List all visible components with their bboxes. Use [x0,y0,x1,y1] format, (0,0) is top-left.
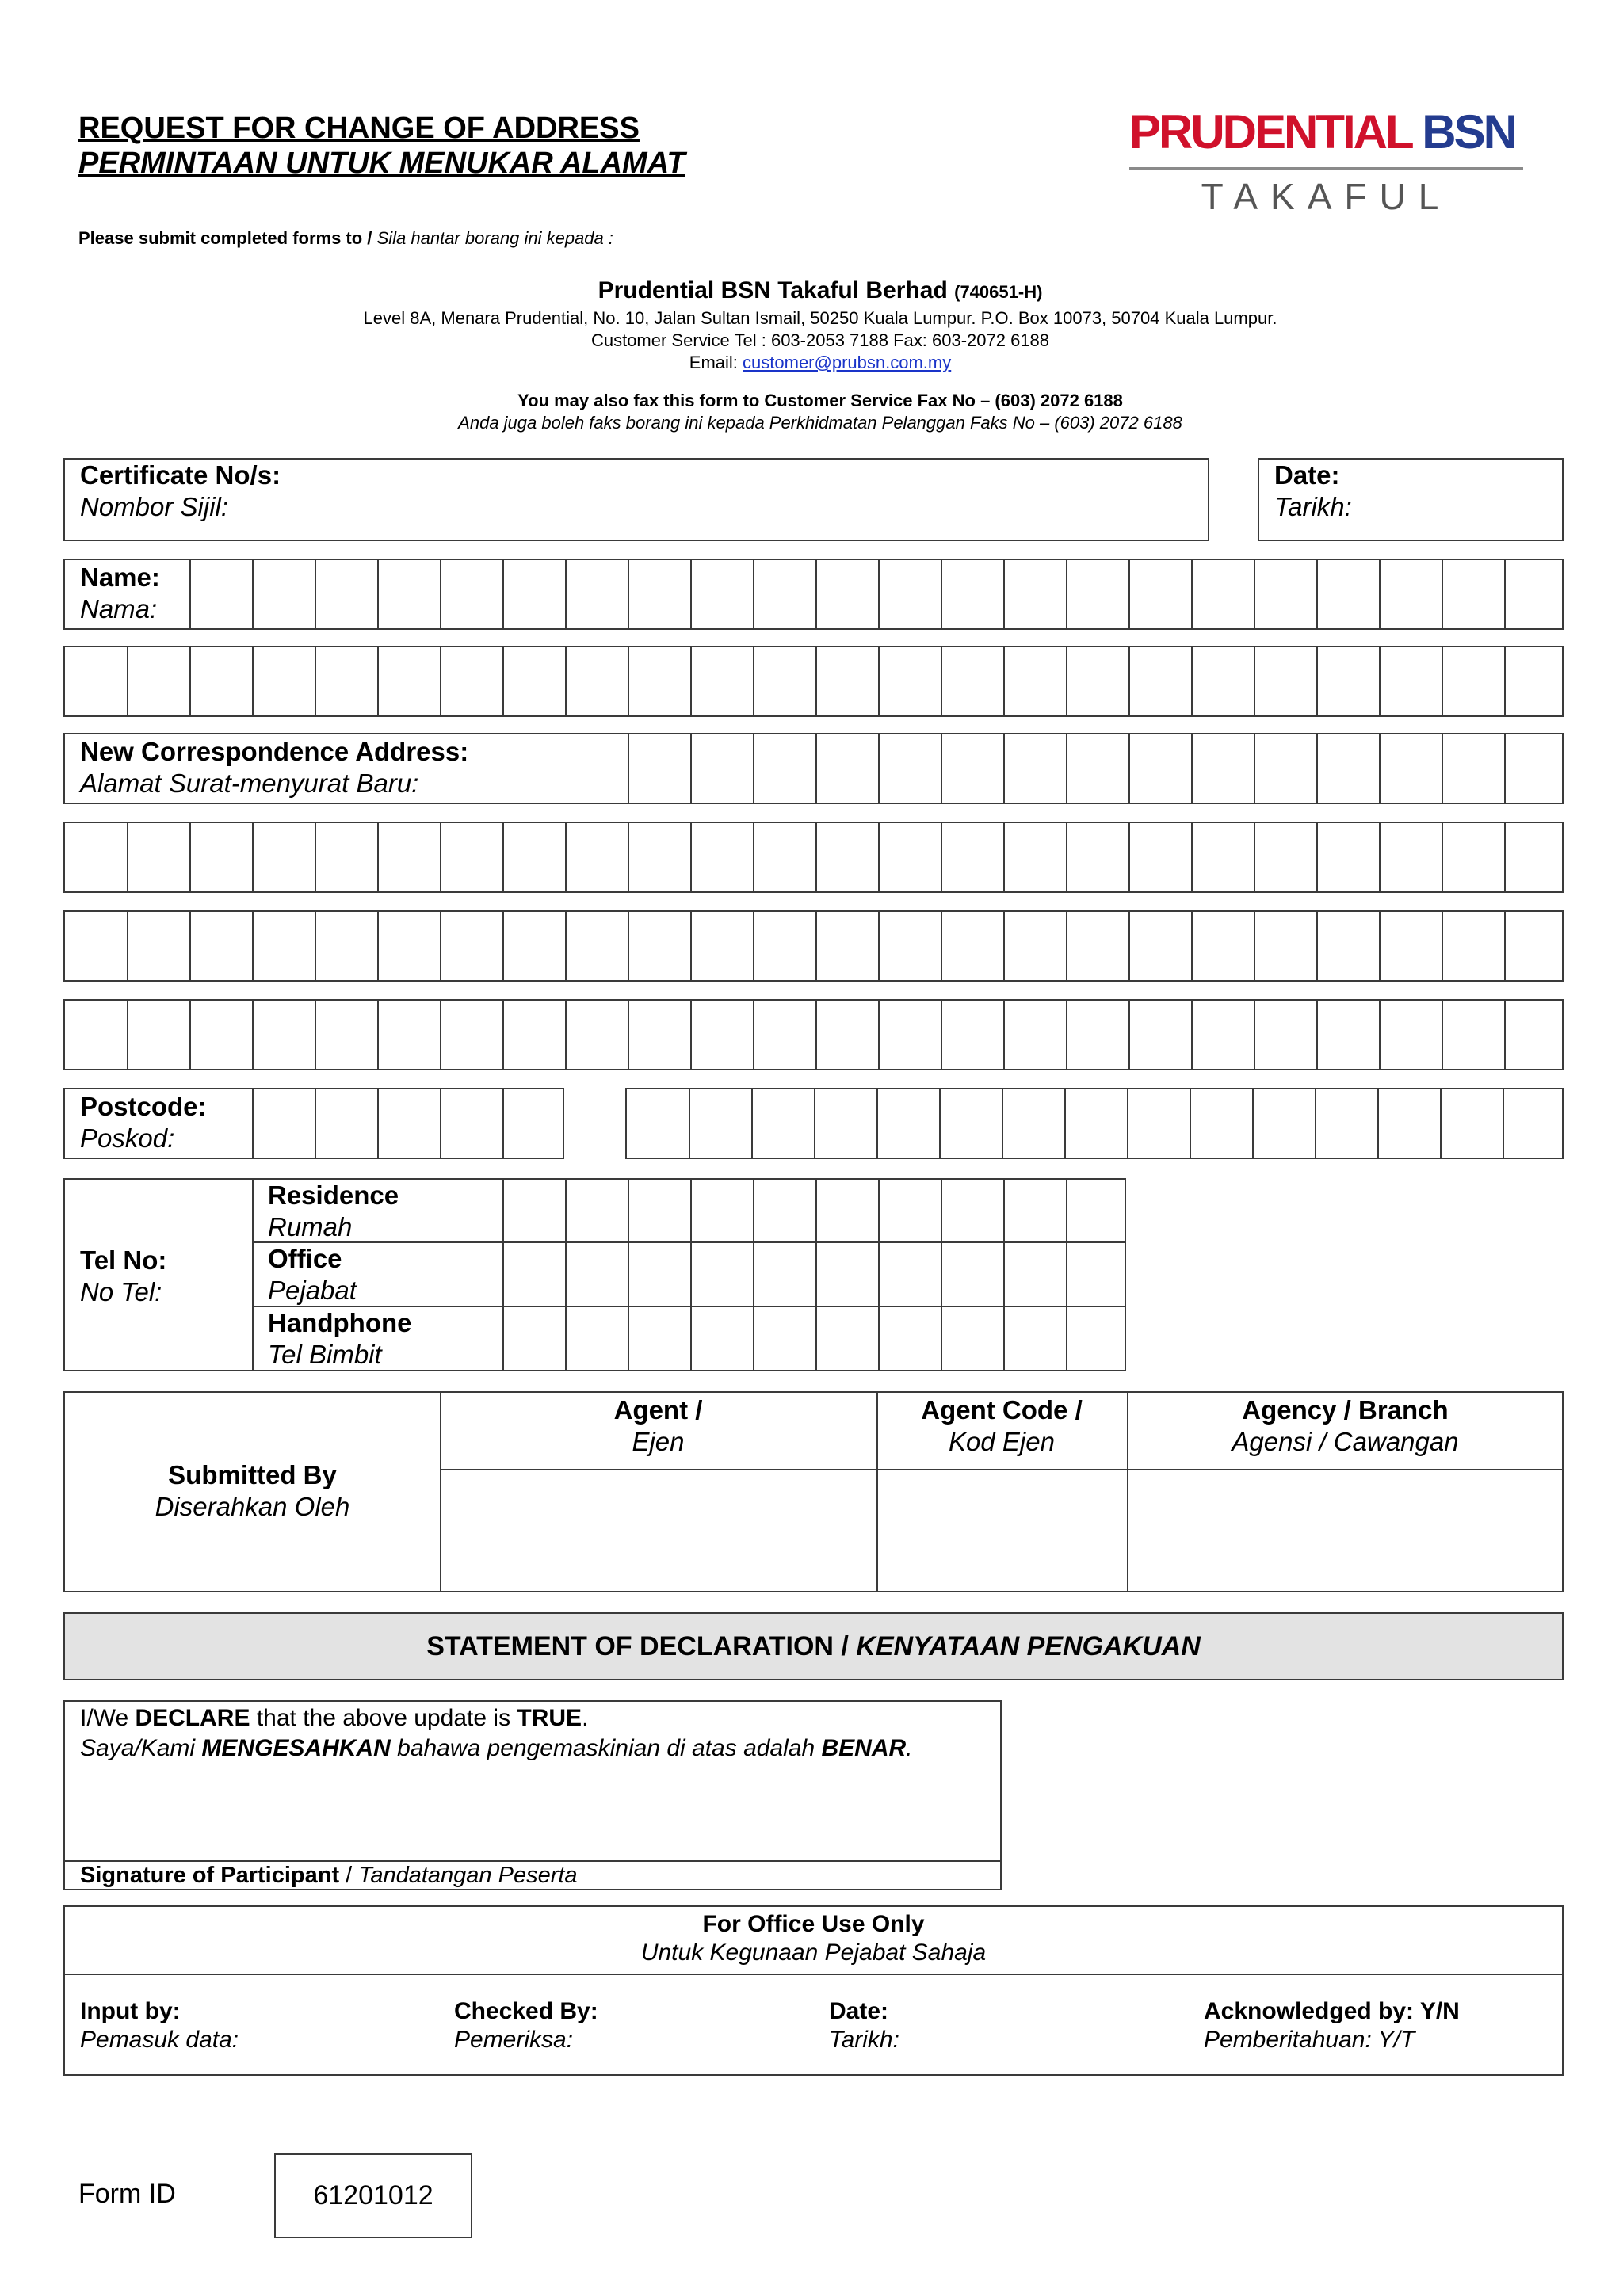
agent-input[interactable] [441,1470,876,1591]
company-email: Email: customer@prubsn.com.my [689,353,952,372]
postcode-label-ms: Poskod: [80,1123,175,1153]
logo-prudential: PRUDENTIAL [1129,105,1411,158]
postcode-field[interactable] [63,1088,564,1159]
office-label-ms: Pejabat [268,1276,357,1305]
fax-note-ms: Anda juga boleh faks borang ini kepada Perkhidmatan Pelanggan Faks No – (603) 2072 6188 [458,413,1182,433]
name-label-ms: Nama: [80,594,158,624]
form-id-label: Form ID [78,2179,176,2209]
residence-input[interactable] [502,1180,1125,1241]
logo-bsn: BSN [1422,105,1515,158]
handphone-label-en: Handphone [268,1308,412,1337]
signature-area[interactable] [65,1773,1000,1859]
company-block [119,276,1522,434]
office-label-en: Office [268,1244,342,1273]
agent-code-header: Agent Code / Kod Ejen [921,1395,1083,1456]
declaration-header-en: STATEMENT OF DECLARATION / [426,1631,849,1661]
logo-divider [1129,167,1523,170]
office-use-title: For Office Use Only Untuk Kegunaan Pejabat Sahaja [640,1911,987,1966]
certificate-field[interactable] [63,458,1209,541]
address-line-3[interactable] [63,999,1564,1070]
declaration-box [63,1700,1002,1890]
form-id-value: 61201012 [274,2153,472,2238]
office-use-box [63,1905,1564,2076]
checked-by-field: Checked By: Pemeriksa: [454,1998,598,2053]
fax-note-en: You may also fax this form to Customer Service Fax No – (603) 2072 6188 [517,391,1123,410]
telephone-field [63,1178,1126,1371]
address-line-1[interactable] [63,822,1564,893]
email-link[interactable]: customer@prubsn.com.my [743,353,952,372]
tel-label-ms: No Tel: [80,1277,162,1306]
acknowledged-by-field: Acknowledged by: Y/N Pemberitahuan: Y/T [1204,1998,1460,2053]
residence-label-ms: Rumah [268,1212,353,1241]
declaration-text [80,1703,913,1764]
company-address: Level 8A, Menara Prudential, No. 10, Jalan Sultan Ismail, 50250 Kuala Lumpur. P.O. Box 10073, 50704 Kuala Lumpur. [363,308,1277,328]
address-line-2[interactable] [63,910,1564,982]
certificate-label-ms: Nombor Sijil: [80,492,229,521]
date-label-ms: Tarikh: [1274,492,1352,521]
date-label-en: Date: [1274,460,1340,490]
tel-label-en: Tel No: [80,1245,167,1275]
declaration-text-en: I/We DECLARE that the above update is TRUE. [80,1705,589,1731]
name-label-en: Name: [80,563,160,592]
address-field[interactable] [63,733,1564,804]
declaration-header [63,1612,1564,1680]
certificate-label-en: Certificate No/s: [80,460,281,490]
postcode-label-en: Postcode: [80,1092,207,1121]
city-state-field[interactable] [625,1088,1564,1159]
address-label-ms: Alamat Surat-menyurat Baru: [80,769,419,798]
submitted-by-table [63,1391,1564,1592]
submitted-by-label: Submitted By Diserahkan Oleh [155,1460,350,1521]
address-label-en: New Correspondence Address: [80,737,469,766]
company-name: Prudential BSN Takaful Berhad (740651-H) [598,277,1043,303]
submit-instruction: Please submit completed forms to / Sila hantar borang ini kepada : [78,228,613,248]
form-title-ms: PERMINTAAN UNTUK MENUKAR ALAMAT [78,147,685,180]
agency-branch-header: Agency / Branch Agensi / Cawangan [1232,1395,1459,1456]
handphone-input[interactable] [502,1307,1125,1370]
office-input[interactable] [502,1243,1125,1305]
agency-branch-input[interactable] [1128,1470,1562,1591]
declaration-header-ms: KENYATAAN PENGAKUAN [856,1631,1201,1661]
date-field[interactable] [1258,458,1564,541]
company-phone: Customer Service Tel : 603-2053 7188 Fax: 603-2072 6188 [590,330,1050,350]
agent-code-input[interactable] [878,1470,1127,1591]
signature-label: Signature of Participant / Tandatangan Peserta [80,1863,578,1888]
name-field[interactable] [63,559,1564,630]
name-field-line-2[interactable] [63,646,1564,717]
declaration-text-ms: Saya/Kami MENGESAHKAN bahawa pengemaskinian di atas adalah BENAR. [80,1735,913,1761]
input-by-field: Input by: Pemasuk data: [80,1998,239,2053]
residence-label-en: Residence [268,1180,399,1210]
office-date-field: Date: Tarikh: [829,1998,899,2053]
handphone-label-ms: Tel Bimbit [268,1340,382,1369]
agent-header: Agent / Ejen [613,1395,703,1456]
logo-takaful: TAKAFUL [1201,176,1452,217]
prudential-bsn-takaful-logo [1129,107,1526,218]
form-title-en: REQUEST FOR CHANGE OF ADDRESS [78,112,640,145]
